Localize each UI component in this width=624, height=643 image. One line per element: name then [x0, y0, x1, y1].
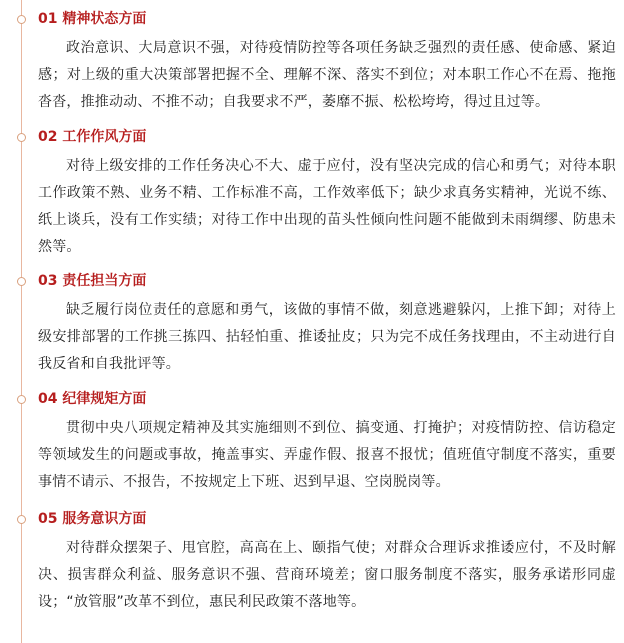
section-body: 对待上级安排的工作任务决心不大、虚于应付，没有坚决完成的信心和勇气；对待本职工作政策不熟、业务不精、工作标准不高，工作效率低下；缺少求真务实精神，光说不练、纸上谈兵，没有工作实绩；对待工作中出现的苗头性倾向性问题不能做到未雨绸缪、防患未然等。	[38, 158, 616, 255]
section-heading	[38, 128, 146, 146]
section-body: 贯彻中央八项规定精神及其实施细则不到位、搞变通、打掩护；对疫情防控、信访稳定等领域发生的问题或事故，掩盖事实、弄虚作假、报喜不报忧；值班值守制度不落实，重要事情不请示、不报告，不按规定上下班、迟到早退、空岗脱岗等。	[38, 420, 616, 490]
timeline-dot-icon	[17, 133, 26, 142]
section-number: 05	[38, 511, 58, 527]
section-number: 01	[38, 11, 58, 27]
section-number: 02	[38, 129, 58, 145]
section-heading	[38, 390, 146, 408]
timeline-dot-icon	[17, 395, 26, 404]
section-title: 精神状态方面	[62, 11, 147, 27]
section-title: 服务意识方面	[62, 511, 147, 527]
section-number: 04	[38, 391, 58, 407]
section-body: 对待群众摆架子、甩官腔，高高在上、颐指气使；对群众合理诉求推诿应付，不及时解决、损害群众利益、服务意识不强、营商环境差；窗口服务制度不落实，服务承诺形同虚设；“放管服”改革不到位，惠民利民政策不落地等。	[38, 540, 616, 610]
section-heading	[38, 510, 146, 528]
section-body: 缺乏履行岗位责任的意愿和勇气，该做的事情不做，刻意逃避躲闪，上推下卸；对待上级安排部署的工作挑三拣四、拈轻怕重、推诿扯皮；只为完不成任务找理由，不主动进行自我反省和自我批评等。	[38, 302, 616, 372]
section-body: 政治意识、大局意识不强，对待疫情防控等各项任务缺乏强烈的责任感、使命感、紧迫感；对上级的重大决策部署把握不全、理解不深、落实不到位；对本职工作心不在焉、拖拖沓沓，推推动动、不推不动；自我要求不严，萎靡不振、松松垮垮，得过且过等。	[38, 40, 616, 110]
timeline-dot-icon	[17, 515, 26, 524]
section-number: 03	[38, 273, 58, 289]
timeline-dot-icon	[17, 277, 26, 286]
section-heading	[38, 10, 146, 28]
section-title: 纪律规矩方面	[62, 391, 147, 407]
section-title: 责任担当方面	[62, 273, 147, 289]
section-title: 工作作风方面	[62, 129, 147, 145]
timeline-dot-icon	[17, 15, 26, 24]
timeline-line	[21, 0, 22, 643]
section-heading	[38, 272, 146, 290]
